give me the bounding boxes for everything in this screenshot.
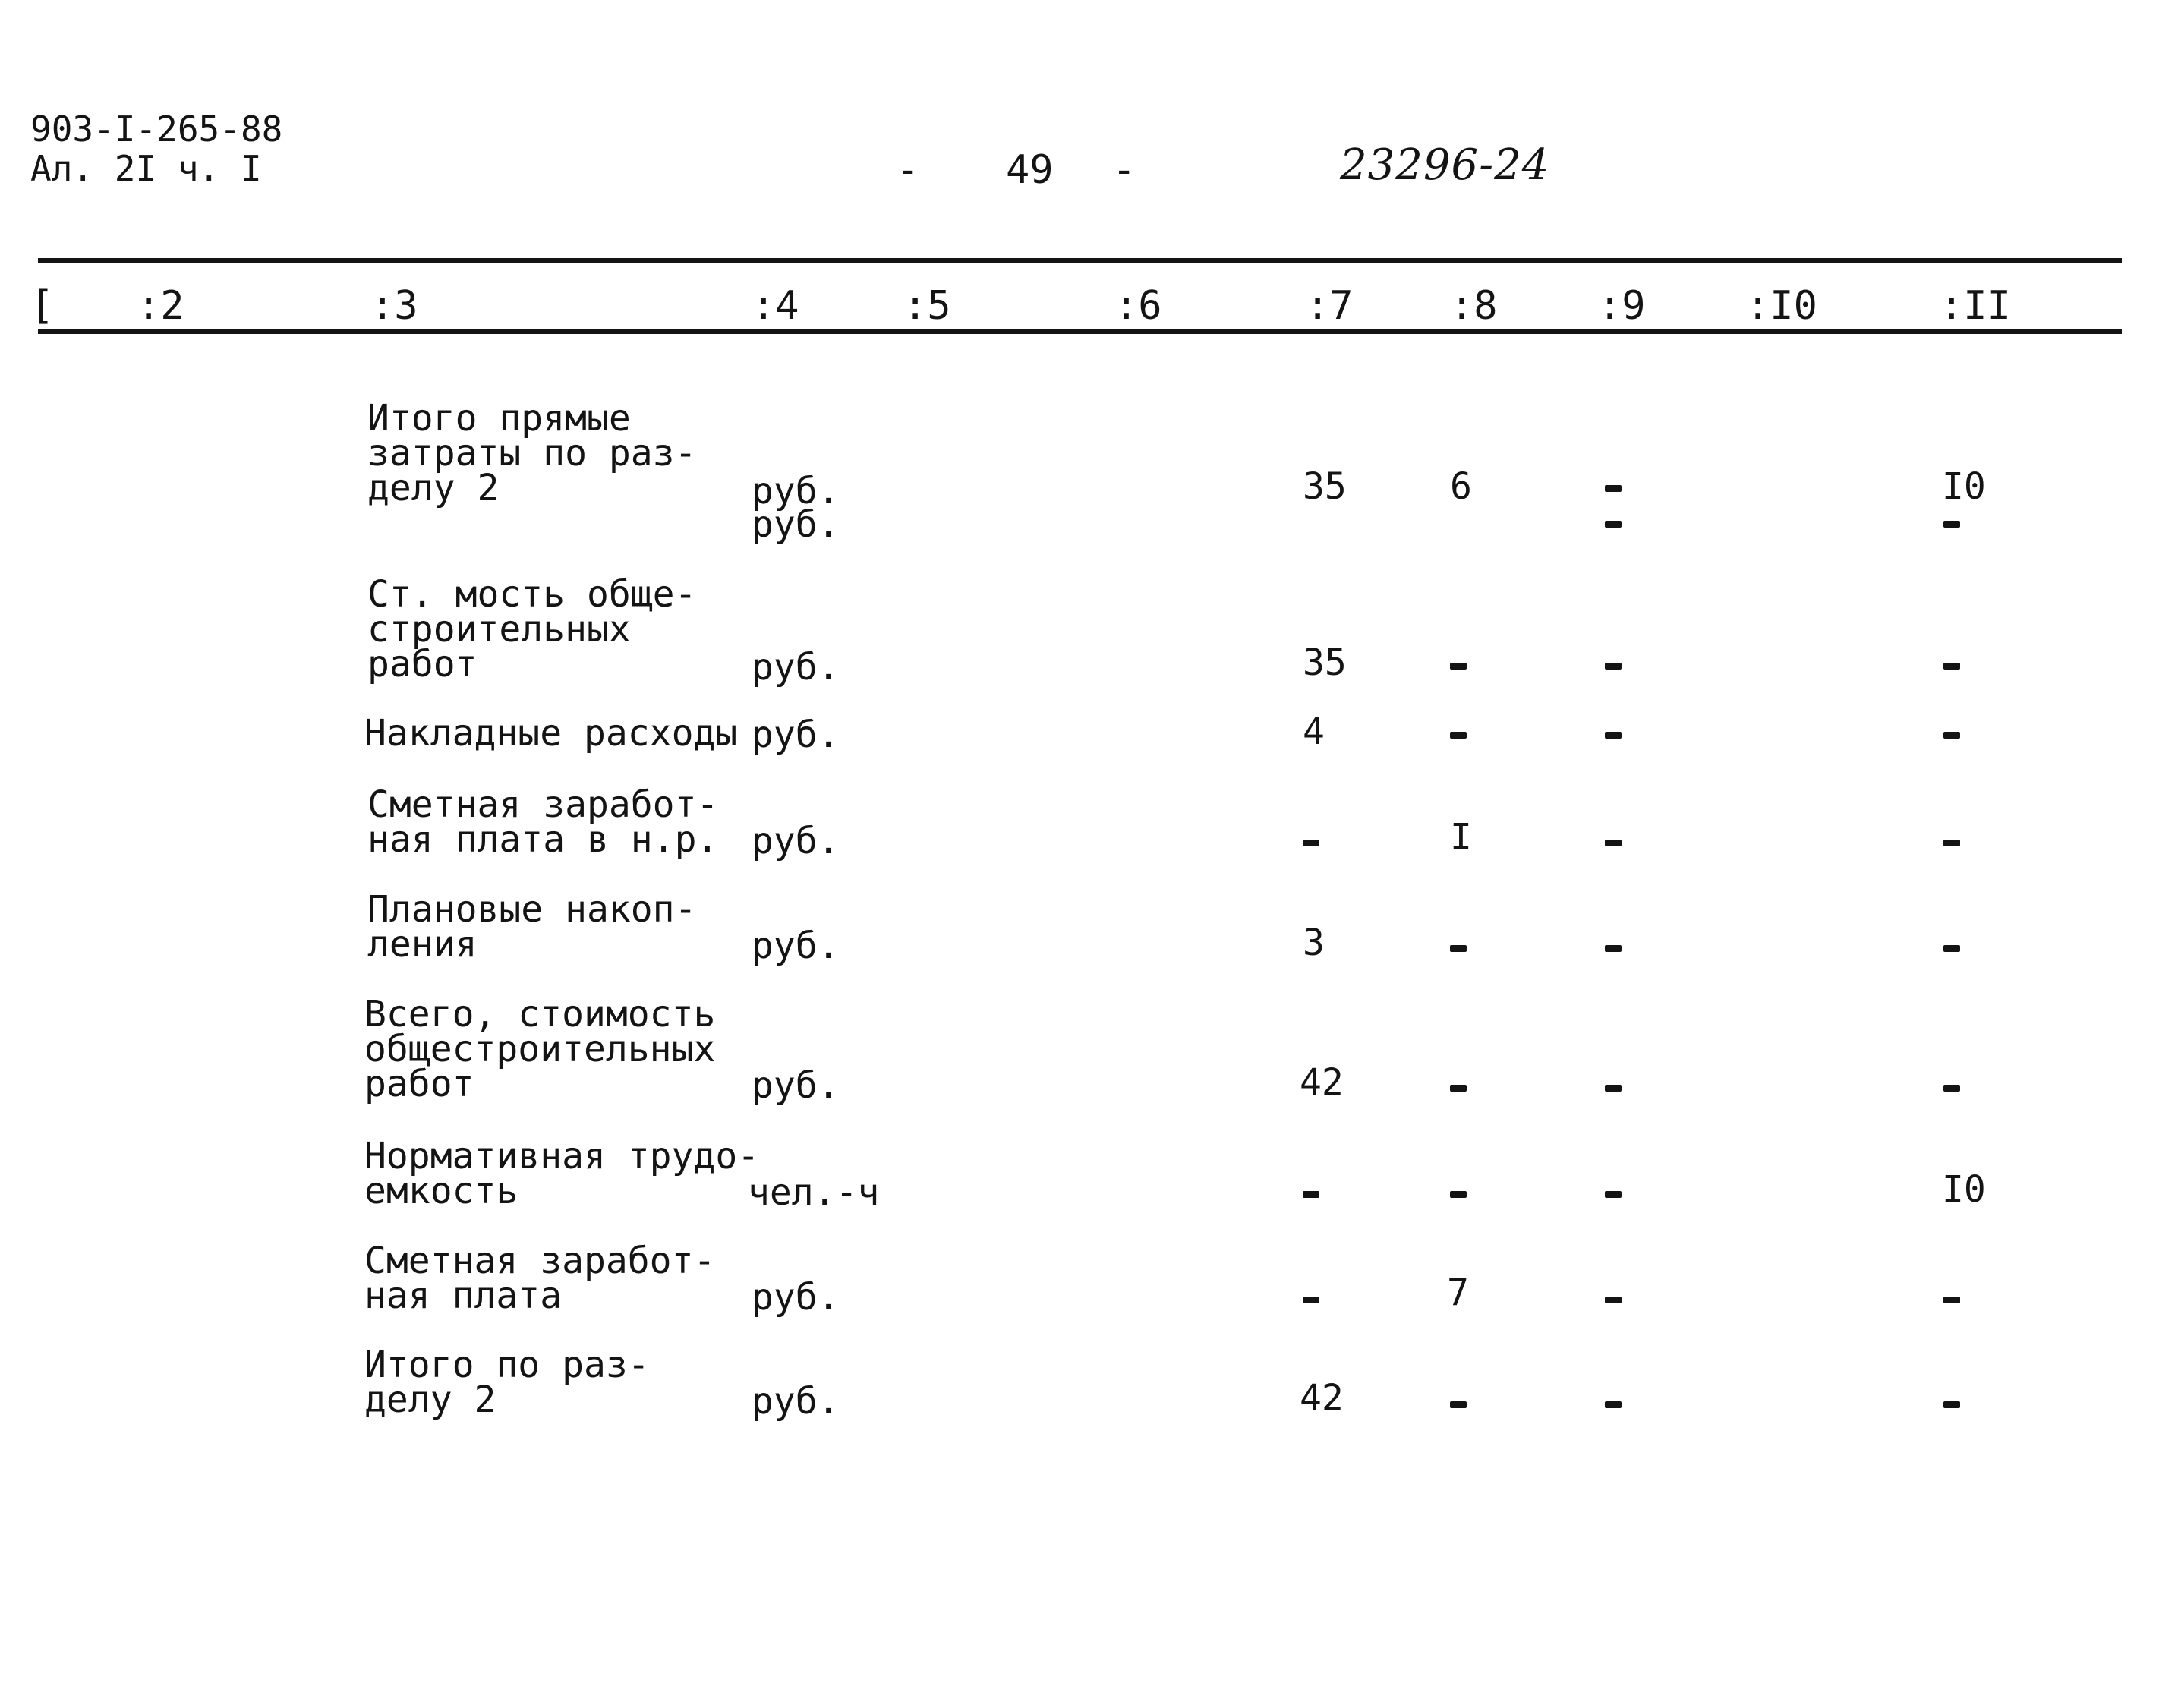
cell-col7-dash: [1303, 1191, 1319, 1198]
row-label-line: емкость: [364, 1170, 518, 1212]
cell-col11-dash: [1943, 945, 1960, 952]
row-label-line: ная плата: [364, 1275, 563, 1317]
column-header-6: :6: [1114, 283, 1162, 329]
cell-col9-dash: [1605, 485, 1622, 492]
row-label-line: ления: [367, 923, 478, 966]
cell-col8: I: [1450, 816, 1472, 859]
sheet-reference: Ал. 2I ч. I: [30, 148, 262, 189]
cell-col8: 7: [1447, 1272, 1469, 1314]
cell-col9-dash: [1605, 1297, 1622, 1303]
row-label-line: Сметная заработ-: [364, 1240, 716, 1282]
cell-col7: 42: [1300, 1061, 1344, 1104]
cell-col11-dash: [1943, 1085, 1960, 1092]
column-header-10: :I0: [1746, 283, 1817, 329]
row-label-line: работ: [364, 1063, 474, 1105]
row-label-line: работ: [367, 643, 478, 685]
cell-col8-dash: [1450, 945, 1467, 952]
cell-col11-dash: [1943, 1297, 1960, 1303]
row-label-line: затраты по раз-: [367, 432, 697, 474]
column-header-7: :7: [1306, 283, 1354, 329]
cell-col8-dash: [1450, 1191, 1467, 1198]
header-bottom-rule: [38, 329, 2122, 334]
archive-number: 23296-24: [1340, 140, 1550, 190]
top-rule: [38, 258, 2122, 263]
row-label-line: делу 2: [367, 467, 500, 509]
row-unit: руб.: [752, 1380, 840, 1423]
cell-col9-secondary-dash: [1605, 521, 1622, 528]
row-label-line: ная плата в н.р.: [367, 818, 719, 861]
cell-col11-dash: [1943, 663, 1960, 670]
cell-col9-dash: [1605, 840, 1622, 846]
cell-col7-dash: [1303, 840, 1319, 846]
row-unit: руб.: [752, 1064, 840, 1107]
row-unit: руб.: [752, 1276, 840, 1319]
row-label-line: Ст. мость обще-: [367, 573, 697, 616]
cell-col8: 6: [1450, 465, 1472, 508]
column-header-11: :II: [1940, 283, 2011, 329]
cell-col7-dash: [1303, 1297, 1319, 1303]
page-number-dash-right: -: [1112, 147, 1136, 193]
row-label-line: Плановые накоп-: [367, 888, 697, 931]
document-code: 903-I-265-88: [30, 109, 283, 150]
row-label-line: общестроительных: [364, 1028, 716, 1070]
cell-col7: 35: [1303, 465, 1347, 508]
cell-col7: 42: [1300, 1377, 1344, 1420]
row-unit: руб.: [752, 646, 840, 689]
row-label-line: Итого прямые: [367, 397, 631, 440]
row-unit: руб.: [752, 820, 840, 862]
cell-col8-dash: [1450, 1085, 1467, 1092]
cell-col11-secondary-dash: [1943, 521, 1960, 528]
row-unit: руб.: [752, 925, 840, 967]
cell-col11: I0: [1942, 465, 1986, 508]
cell-col8-dash: [1450, 732, 1467, 739]
cell-col9-dash: [1605, 1085, 1622, 1092]
row-label-line: Нормативная трудо-: [364, 1135, 760, 1177]
cell-col9-dash: [1605, 945, 1622, 952]
row-label-line: Итого по раз-: [364, 1344, 650, 1386]
cell-col8-dash: [1450, 1401, 1467, 1408]
cell-col11: I0: [1942, 1168, 1986, 1211]
cell-col11-dash: [1943, 1401, 1960, 1408]
row-unit: чел.-ч: [748, 1171, 880, 1214]
row-label-line: Всего, стоимость: [364, 993, 716, 1035]
cell-col7: 35: [1303, 641, 1347, 684]
row-unit-secondary: руб.: [752, 503, 840, 546]
column-header-1-fragment: [: [30, 283, 55, 329]
cell-col7: 3: [1303, 922, 1325, 964]
cell-col9-dash: [1605, 732, 1622, 739]
column-header-9: :9: [1598, 283, 1646, 329]
row-label-line: делу 2: [364, 1379, 496, 1421]
row-label-line: строительных: [367, 608, 631, 651]
cell-col11-dash: [1943, 732, 1960, 739]
column-header-3: :3: [370, 283, 418, 329]
row-unit: руб.: [752, 714, 840, 756]
column-header-4: :4: [752, 283, 799, 329]
cell-col9-dash: [1605, 1191, 1622, 1198]
column-header-8: :8: [1450, 283, 1498, 329]
cell-col8-dash: [1450, 663, 1467, 670]
cell-col11-dash: [1943, 840, 1960, 846]
column-header-5: :5: [903, 283, 951, 329]
row-label-line: Сметная заработ-: [367, 783, 719, 826]
row-label-line: Накладные расходы: [364, 712, 738, 755]
cell-col9-dash: [1605, 663, 1622, 670]
page-number: 49: [1006, 147, 1054, 193]
cell-col7: 4: [1303, 711, 1325, 753]
cell-col9-dash: [1605, 1401, 1622, 1408]
row-unit: руб.: [752, 470, 840, 512]
column-header-2: :2: [137, 283, 184, 329]
page-number-dash-left: -: [896, 147, 920, 193]
